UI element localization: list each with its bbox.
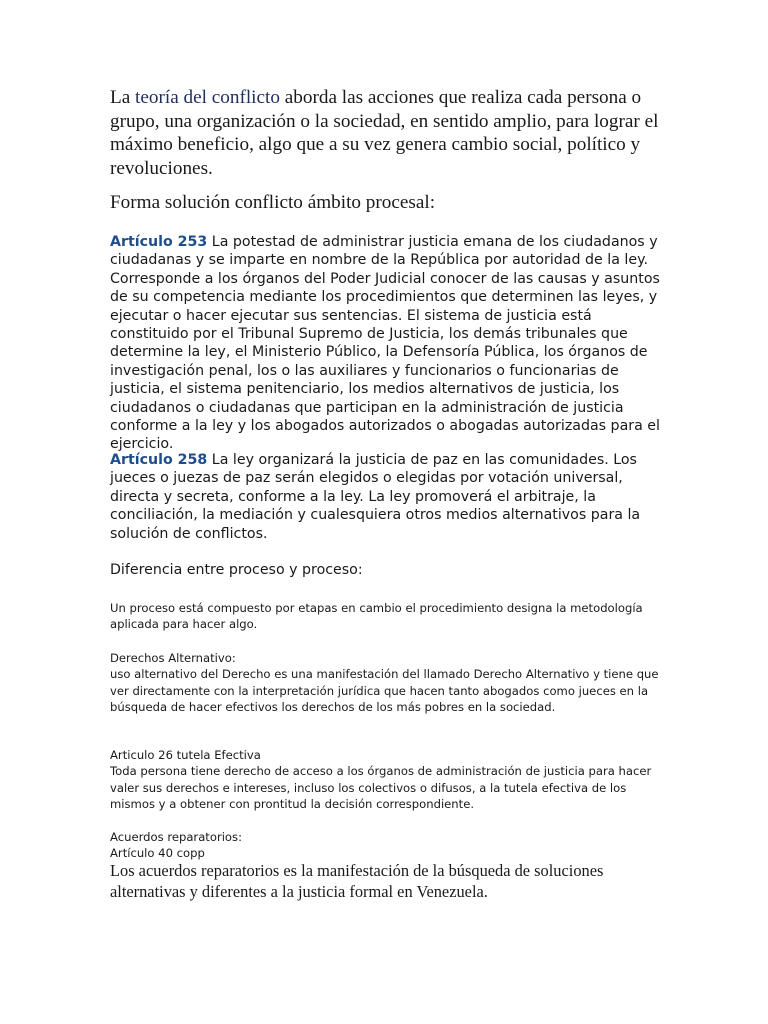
acuerdos-title: Acuerdos reparatorios: (110, 830, 242, 844)
intro-paragraph (110, 86, 670, 180)
derechos-text: uso alternativo del Derecho es una manifestación del llamado Derecho Alternativo y tiene que ver directamente con la interpretación jurídica que hacen tanto abogados como jueces en la búsqueda de hacer efectivos los derechos de los más pobres en la sociedad. (110, 667, 659, 714)
derechos-title: Derechos Alternativo: (110, 651, 236, 665)
acuerdos-subtitle: Artículo 40 copp (110, 846, 205, 861)
derechos-alternativo-section (110, 650, 670, 715)
article-253-text: La potestad de administrar justicia emana de los ciudadanos y ciudadanas y se imparte en nombre de la República por autoridad de la ley. Corresponde a los órganos del Poder Judicial conocer de las causas y asuntos de su competencia mediante los procedimientos que determinen las leyes, y ejecutar o hacer ejecutar sus sentencias. El sistema de justicia está constituido por el Tribunal Supremo de Justicia, los demás tribunales que determine la ley, el Ministerio Público, la Defensoría Pública, los órganos de investigación penal, los o las auxiliares y funcionarios o funcionarias de justicia, el sistema penitenciario, los medios alternativos de justicia, los ciudadanos o ciudadanas que participan en la administración de justicia conforme a la ley y los abogados autorizados o abogadas autorizadas para el ejercicio. (110, 234, 660, 453)
article-253-ref: Artículo 253 (110, 234, 208, 250)
acuerdos-section (110, 829, 670, 862)
acuerdos-final-paragraph: Los acuerdos reparatorios es la manifestación de la búsqueda de soluciones alternativas y diferentes a la justicia formal en Venezuela. (110, 861, 604, 901)
intro-highlight-term: teoría del conflicto (135, 87, 280, 108)
article-258-text: La ley organizará la justicia de paz en las comunidades. Los jueces o juezas de paz serán elegidos o elegidas por votación universal, directa y secreta, conforme a la ley. La ley promoverá el arbitraje, la conciliación, la mediación y cualesquiera otros medios alternativos para la solución de conflictos. (110, 452, 641, 542)
heading-forma-solucion: Forma solución conflicto ámbito procesal: (110, 192, 436, 213)
tutela-efectiva-section (110, 747, 670, 812)
article-253-paragraph (110, 233, 670, 454)
proceso-paragraph: Un proceso está compuesto por etapas en cambio el procedimiento designa la metodología aplicada para hacer algo. (110, 601, 643, 632)
heading-diferencia: Diferencia entre proceso y proceso: (110, 562, 363, 578)
intro-rest: aborda las acciones que realiza cada persona o grupo, una organización o la sociedad, en sentido amplio, para lograr el máximo beneficio, algo que a su vez genera cambio social, político y revoluciones. (110, 87, 659, 179)
article-258-ref: Artículo 258 (110, 452, 208, 468)
tutela-title: Articulo 26 tutela Efectiva (110, 748, 261, 762)
intro-prefix: La (110, 87, 136, 108)
article-258-paragraph (110, 451, 670, 543)
tutela-text: Toda persona tiene derecho de acceso a los órganos de administración de justicia para hacer valer sus derechos e intereses, incluso los colectivos o difusos, a la tutela efectiva de los mismos y a obtener con prontitud la decisión correspondiente. (110, 764, 652, 811)
